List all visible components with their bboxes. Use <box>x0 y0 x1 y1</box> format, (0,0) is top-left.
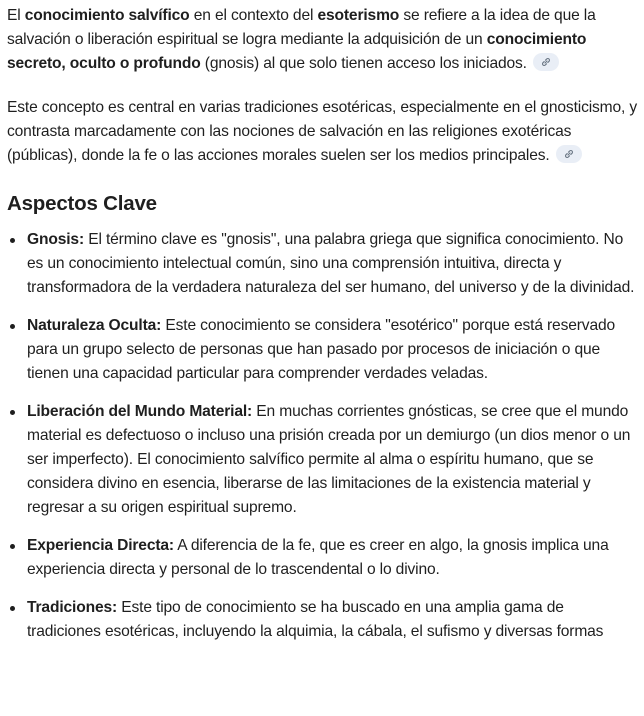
item-text: El término clave es "gnosis", una palabra griega que significa conocimiento. No es un conocimiento intelectual común, sino una comprensión intuitiva, directa y transformadora de la verdadera naturaleza del ser humano, del universo y de la divinidad. <box>27 231 635 296</box>
item-term: Naturaleza Oculta: <box>27 317 162 334</box>
bullet-icon <box>10 606 15 611</box>
item-term: Experiencia Directa: <box>27 537 174 554</box>
source-link-button[interactable] <box>556 145 582 163</box>
bullet-icon <box>10 238 15 243</box>
item-term: Tradiciones: <box>27 599 118 616</box>
item-term: Gnosis: <box>27 231 85 248</box>
item-text: Este conocimiento se considera "esotérico" porque está reservado para un grupo selecto de personas que han pasado por procesos de iniciación o que tienen una capacidad particular para comprender verdades veladas. <box>27 317 616 382</box>
list-item <box>7 400 639 520</box>
bold-term: esoterismo <box>317 7 400 24</box>
bullet-icon <box>10 410 15 415</box>
link-icon <box>564 149 574 159</box>
bold-term: conocimiento salvífico <box>24 7 190 24</box>
key-aspects-list <box>7 228 639 644</box>
text: en el contexto del <box>189 7 318 24</box>
response-content <box>7 0 639 672</box>
text: (gnosis) al que solo tienen acceso los iniciados. <box>200 55 527 72</box>
link-icon <box>541 57 551 67</box>
bullet-icon <box>10 324 15 329</box>
bullet-icon <box>10 544 15 549</box>
text: Este concepto es central en varias tradiciones esotéricas, especialmente en el gnosticismo, y contrasta marcadamente con las nociones de salvación en las religiones exotéricas (públicas), donde la fe o las acciones morales suelen ser los medios principales. <box>7 99 638 164</box>
intro-paragraph-1 <box>7 0 639 76</box>
item-text: Este tipo de conocimiento se ha buscado en una amplia gama de tradiciones esotéricas, incluyendo la alquimia, la cábala, el sufismo y diversas formas <box>27 599 604 640</box>
list-item <box>7 534 639 582</box>
list-item <box>7 596 639 644</box>
item-text: A diferencia de la fe, que es creer en algo, la gnosis implica una experiencia directa y personal de lo trascendental o lo divino. <box>27 537 609 578</box>
source-link-button[interactable] <box>533 53 559 71</box>
text: se refiere a la idea de que la salvación o liberación espiritual se logra mediante la adquisición de un <box>7 7 596 48</box>
intro-paragraph-2 <box>7 96 639 168</box>
item-text: En muchas corrientes gnósticas, se cree que el mundo material es defectuoso o incluso una prisión creada por un demiurgo (un dios menor o un ser imperfecto). El conocimiento salvífico permite al alma o espíritu humano, que se considera divino en esencia, liberarse de las limitaciones de la existencia material y regresar a su origen espiritual supremo. <box>27 403 631 516</box>
list-item <box>7 314 639 386</box>
item-term: Liberación del Mundo Material: <box>27 403 253 420</box>
section-heading: Aspectos Clave <box>7 192 157 215</box>
text: El <box>7 7 25 24</box>
list-item <box>7 228 639 300</box>
bold-term: conocimiento secreto, oculto o profundo <box>7 31 587 72</box>
